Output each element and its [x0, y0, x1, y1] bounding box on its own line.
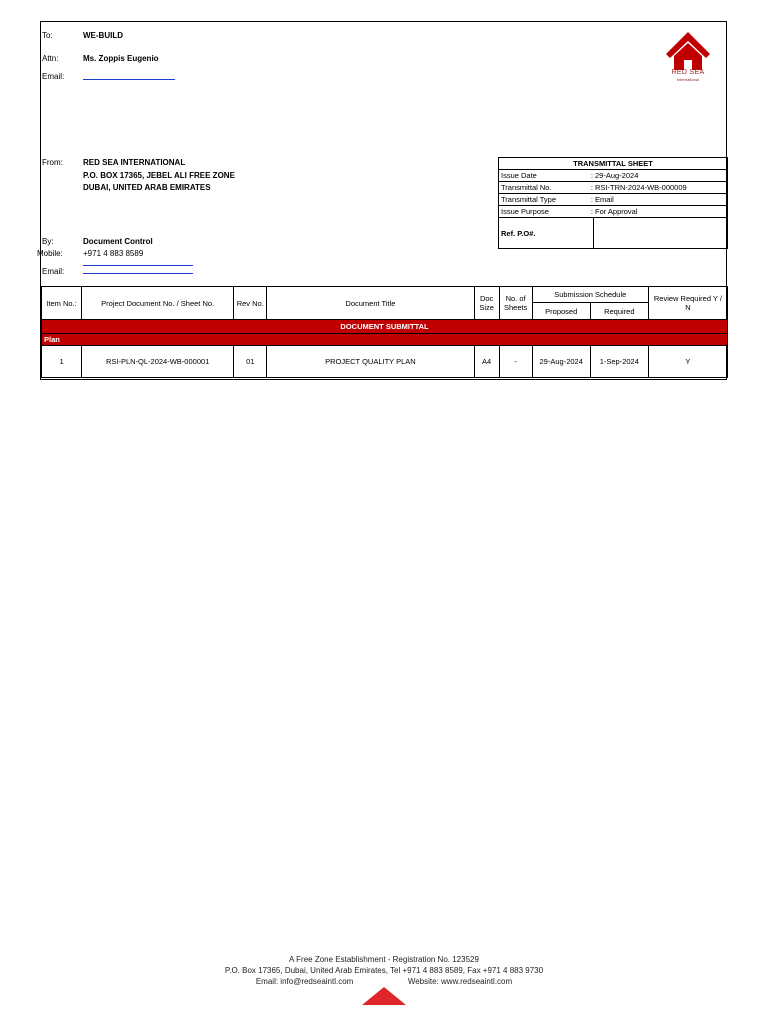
footer-address: P.O. Box 17365, Dubai, United Arab Emirates, Tel +971 4 883 8589, Fax +971 4 883 9730 — [224, 966, 544, 975]
email-link[interactable] — [83, 79, 175, 80]
transmittal-type-value: Email — [593, 194, 728, 206]
ref-po-value — [593, 218, 728, 249]
issue-date-sep: : — [587, 170, 593, 182]
attn-label: Attn: — [42, 54, 59, 63]
by-value: Document Control — [83, 237, 153, 246]
header-doc-size: Doc Size — [474, 287, 499, 320]
transmittal-type-label: Transmittal Type — [499, 194, 588, 206]
transmittal-no-sep: : — [587, 182, 593, 194]
by-label: By: — [42, 237, 54, 246]
document-submittal-band: DOCUMENT SUBMITTAL — [42, 320, 728, 334]
row-review: Y — [648, 346, 727, 378]
logo-subtext: International — [676, 77, 699, 82]
row-doc-size: A4 — [474, 346, 499, 378]
row-no-of-sheets: - — [499, 346, 532, 378]
mobile-value: +971 4 883 8589 — [83, 249, 144, 258]
footer-registration: A Free Zone Establishment - Registration No. 123529 — [289, 955, 479, 964]
logo-text: RED SEA — [671, 69, 705, 76]
from-label: From: — [42, 158, 63, 167]
from-line-3: DUBAI, UNITED ARAB EMIRATES — [83, 183, 211, 192]
ref-po-row — [499, 218, 728, 249]
mobile-label: Mobile: — [37, 249, 63, 258]
issue-purpose-value: For Approval — [593, 206, 728, 218]
row-rev-no: 01 — [234, 346, 267, 378]
to-label: To: — [42, 31, 53, 40]
footer-website[interactable]: Website: www.redseaintl.com — [407, 977, 513, 986]
issue-date-value: 29-Aug-2024 — [593, 170, 728, 182]
header-proposed: Proposed — [532, 303, 590, 320]
document-table — [41, 286, 728, 378]
from-line-2: P.O. BOX 17365, JEBEL ALI FREE ZONE — [83, 171, 235, 180]
footer-logo-mark — [362, 987, 406, 1005]
header-doc-title: Document Title — [267, 287, 474, 320]
transmittal-no-value: RSI-TRN-2024-WB-000009 — [593, 182, 728, 194]
ref-po-label: Ref. P.O#. — [499, 218, 594, 249]
transmittal-type-sep: : — [587, 194, 593, 206]
section-plan: Plan — [42, 334, 728, 346]
issue-purpose-sep: : — [587, 206, 593, 218]
issue-purpose-row — [499, 206, 728, 218]
header-doc-no: Project Document No. / Sheet No. — [82, 287, 234, 320]
footer-email[interactable]: Email: info@redseaintl.com — [255, 977, 354, 986]
transmittal-title: TRANSMITTAL SHEET — [499, 158, 728, 170]
transmittal-no-label: Transmittal No. — [499, 182, 588, 194]
transmittal-info-table — [498, 157, 728, 249]
header-review-required: Review Required Y / N — [648, 287, 727, 320]
issue-purpose-label: Issue Purpose — [499, 206, 588, 218]
attn-value: Ms. Zoppis Eugenio — [83, 54, 159, 63]
mobile-underline — [83, 265, 193, 266]
header-no-of-sheets: No. of Sheets — [499, 287, 532, 320]
transmittal-no-row — [499, 182, 728, 194]
email2-link[interactable] — [83, 273, 193, 274]
header-rev-no: Rev No. — [234, 287, 267, 320]
header-item-no: Item No.: — [42, 287, 82, 320]
email-label: Email: — [42, 72, 65, 81]
transmittal-sheet — [37, 21, 727, 380]
table-row — [42, 346, 728, 378]
issue-date-label: Issue Date — [499, 170, 588, 182]
header-required: Required — [590, 303, 648, 320]
from-line-1: RED SEA INTERNATIONAL — [83, 158, 186, 167]
row-required: 1-Sep-2024 — [590, 346, 648, 378]
row-item-no: 1 — [42, 346, 82, 378]
transmittal-type-row — [499, 194, 728, 206]
row-proposed: 29-Aug-2024 — [532, 346, 590, 378]
row-doc-no: RSI-PLN-QL-2024-WB-000001 — [82, 346, 234, 378]
email2-label: Email: — [42, 267, 65, 276]
footer-contact — [0, 977, 768, 986]
issue-date-row — [499, 170, 728, 182]
row-doc-title: PROJECT QUALITY PLAN — [267, 346, 474, 378]
to-value: WE-BUILD — [83, 31, 123, 40]
header-submission-schedule: Submission Schedule — [532, 287, 648, 303]
